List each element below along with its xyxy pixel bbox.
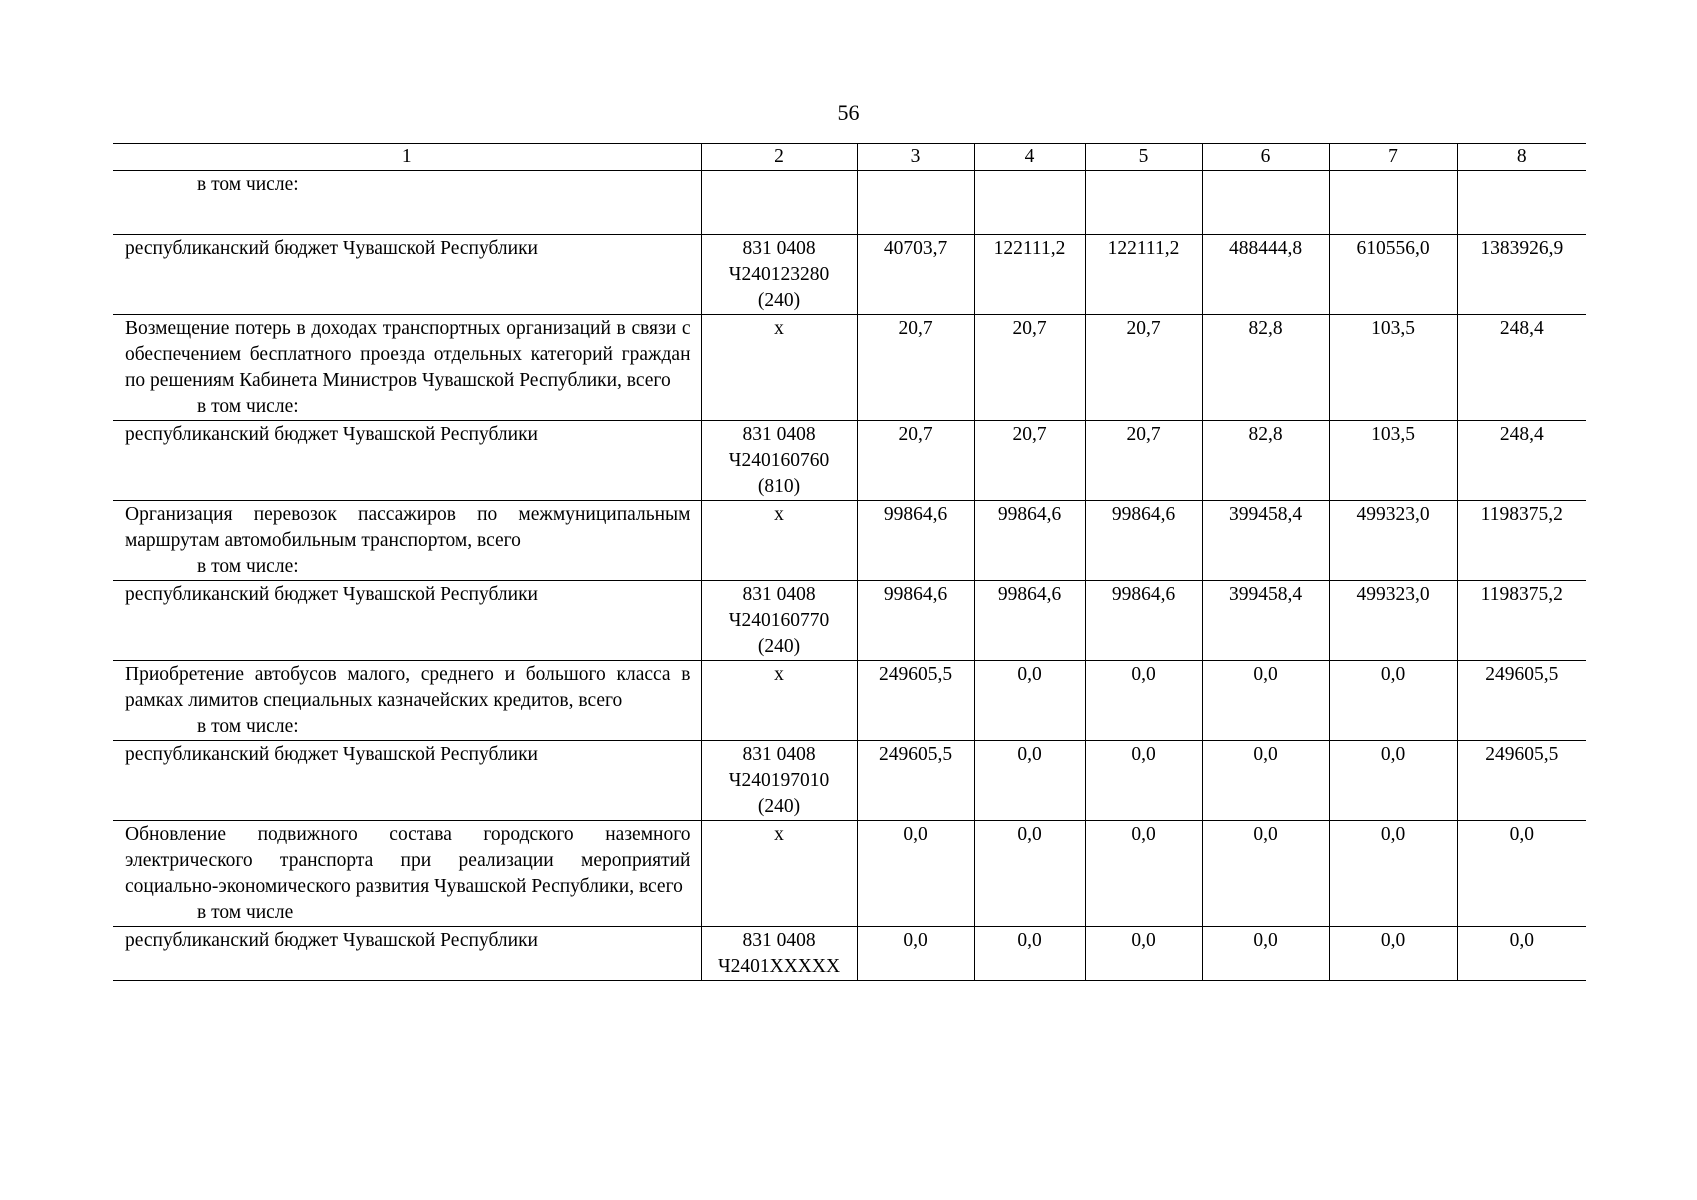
value-cell: 103,5 xyxy=(1329,315,1457,421)
column-header: 5 xyxy=(1085,144,1202,171)
value-cell: 0,0 xyxy=(1329,927,1457,981)
value-cell: 1198375,2 xyxy=(1457,581,1586,661)
budget-code: 831 0408 Ч2401XXXXX xyxy=(701,927,857,981)
value-cell: 40703,7 xyxy=(857,235,974,315)
row-description: республиканский бюджет Чувашской Республики xyxy=(113,421,701,501)
row-description: Обновление подвижного состава городского наземного электрического транспорта при реализации мероприятий социально-экономического развития Чувашской Республики, всего в том числе xyxy=(113,821,701,927)
budget-code: 831 0408 Ч240123280 (240) xyxy=(701,235,857,315)
value-cell: 20,7 xyxy=(857,421,974,501)
value-cell: 0,0 xyxy=(1085,661,1202,741)
row-description: республиканский бюджет Чувашской Республики xyxy=(113,927,701,981)
value-cell: 0,0 xyxy=(1202,927,1329,981)
value-cell: 82,8 xyxy=(1202,315,1329,421)
value-cell: 122111,2 xyxy=(1085,235,1202,315)
value-cell: 499323,0 xyxy=(1329,501,1457,581)
value-cell: 399458,4 xyxy=(1202,581,1329,661)
empty-cell xyxy=(1202,171,1329,235)
table-row xyxy=(113,421,1586,501)
including-label: в том числе: xyxy=(197,556,299,577)
value-cell: 99864,6 xyxy=(1085,581,1202,661)
value-cell: 1383926,9 xyxy=(1457,235,1586,315)
including-label: в том числе: xyxy=(197,174,299,195)
value-cell: 0,0 xyxy=(1329,661,1457,741)
table-row xyxy=(113,821,1586,927)
value-cell: 0,0 xyxy=(1202,741,1329,821)
value-cell: 0,0 xyxy=(1085,741,1202,821)
value-cell: 20,7 xyxy=(1085,315,1202,421)
budget-code: 831 0408 Ч240160760 (810) xyxy=(701,421,857,501)
empty-cell xyxy=(974,171,1085,235)
value-cell: 0,0 xyxy=(974,661,1085,741)
value-cell: 20,7 xyxy=(974,421,1085,501)
value-cell: 0,0 xyxy=(1457,927,1586,981)
value-cell: 399458,4 xyxy=(1202,501,1329,581)
table-row xyxy=(113,501,1586,581)
budget-code: 831 0408 Ч240160770 (240) xyxy=(701,581,857,661)
value-cell: 99864,6 xyxy=(974,501,1085,581)
budget-code: х xyxy=(701,501,857,581)
header-row xyxy=(113,144,1586,171)
page-number: 56 xyxy=(837,100,860,125)
row-description: Организация перевозок пассажиров по межмуниципальным маршрутам автомобильным транспортом, всего в том числе: xyxy=(113,501,701,581)
value-cell: 0,0 xyxy=(974,927,1085,981)
budget-code: х xyxy=(701,821,857,927)
value-cell: 0,0 xyxy=(1202,821,1329,927)
row-description: республиканский бюджет Чувашской Республики xyxy=(113,235,701,315)
value-cell: 499323,0 xyxy=(1329,581,1457,661)
value-cell: 249605,5 xyxy=(1457,741,1586,821)
row-description: республиканский бюджет Чувашской Республики xyxy=(113,581,701,661)
row-description xyxy=(113,171,701,235)
table-row xyxy=(113,581,1586,661)
including-label: в том числе: xyxy=(197,716,299,737)
value-cell: 0,0 xyxy=(974,741,1085,821)
table-row xyxy=(113,927,1586,981)
value-cell: 249605,5 xyxy=(857,741,974,821)
value-cell: 99864,6 xyxy=(857,501,974,581)
value-cell: 0,0 xyxy=(1329,741,1457,821)
value-cell: 103,5 xyxy=(1329,421,1457,501)
value-cell: 0,0 xyxy=(974,821,1085,927)
including-label: в том числе xyxy=(197,902,294,923)
empty-cell xyxy=(1457,171,1586,235)
table-row xyxy=(113,235,1586,315)
value-cell: 0,0 xyxy=(857,927,974,981)
column-header: 2 xyxy=(701,144,857,171)
column-header: 8 xyxy=(1457,144,1586,171)
value-cell: 488444,8 xyxy=(1202,235,1329,315)
table-row xyxy=(113,661,1586,741)
value-cell: 99864,6 xyxy=(857,581,974,661)
value-cell: 0,0 xyxy=(1085,927,1202,981)
value-cell: 1198375,2 xyxy=(1457,501,1586,581)
column-header: 4 xyxy=(974,144,1085,171)
row-description: Возмещение потерь в доходах транспортных организаций в связи с обеспечением бесплатного проезда отдельных категорий граждан по решениям Кабинета Министров Чувашской Республики, всего в том числе: xyxy=(113,315,701,421)
value-cell: 0,0 xyxy=(857,821,974,927)
column-header: 3 xyxy=(857,144,974,171)
value-cell: 249605,5 xyxy=(857,661,974,741)
empty-cell xyxy=(857,171,974,235)
row-description: республиканский бюджет Чувашской Республики xyxy=(113,741,701,821)
including-label: в том числе: xyxy=(197,396,299,417)
value-cell: 20,7 xyxy=(974,315,1085,421)
value-cell: 248,4 xyxy=(1457,421,1586,501)
column-header: 7 xyxy=(1329,144,1457,171)
budget-code: х xyxy=(701,661,857,741)
value-cell: 122111,2 xyxy=(974,235,1085,315)
value-cell: 0,0 xyxy=(1202,661,1329,741)
value-cell: 99864,6 xyxy=(974,581,1085,661)
budget-table xyxy=(113,143,1586,981)
column-header: 6 xyxy=(1202,144,1329,171)
value-cell: 0,0 xyxy=(1085,821,1202,927)
empty-cell xyxy=(1085,171,1202,235)
budget-code: х xyxy=(701,315,857,421)
value-cell: 0,0 xyxy=(1457,821,1586,927)
value-cell: 610556,0 xyxy=(1329,235,1457,315)
value-cell: 0,0 xyxy=(1329,821,1457,927)
value-cell: 99864,6 xyxy=(1085,501,1202,581)
empty-cell xyxy=(1329,171,1457,235)
table-row xyxy=(113,741,1586,821)
empty-cell xyxy=(701,171,857,235)
including-row xyxy=(113,171,1586,235)
value-cell: 20,7 xyxy=(857,315,974,421)
column-header: 1 xyxy=(113,144,701,171)
table-row xyxy=(113,315,1586,421)
value-cell: 249605,5 xyxy=(1457,661,1586,741)
budget-code: 831 0408 Ч240197010 (240) xyxy=(701,741,857,821)
row-description: Приобретение автобусов малого, среднего и большого класса в рамках лимитов специальных казначейских кредитов, всего в том числе: xyxy=(113,661,701,741)
value-cell: 20,7 xyxy=(1085,421,1202,501)
value-cell: 248,4 xyxy=(1457,315,1586,421)
value-cell: 82,8 xyxy=(1202,421,1329,501)
